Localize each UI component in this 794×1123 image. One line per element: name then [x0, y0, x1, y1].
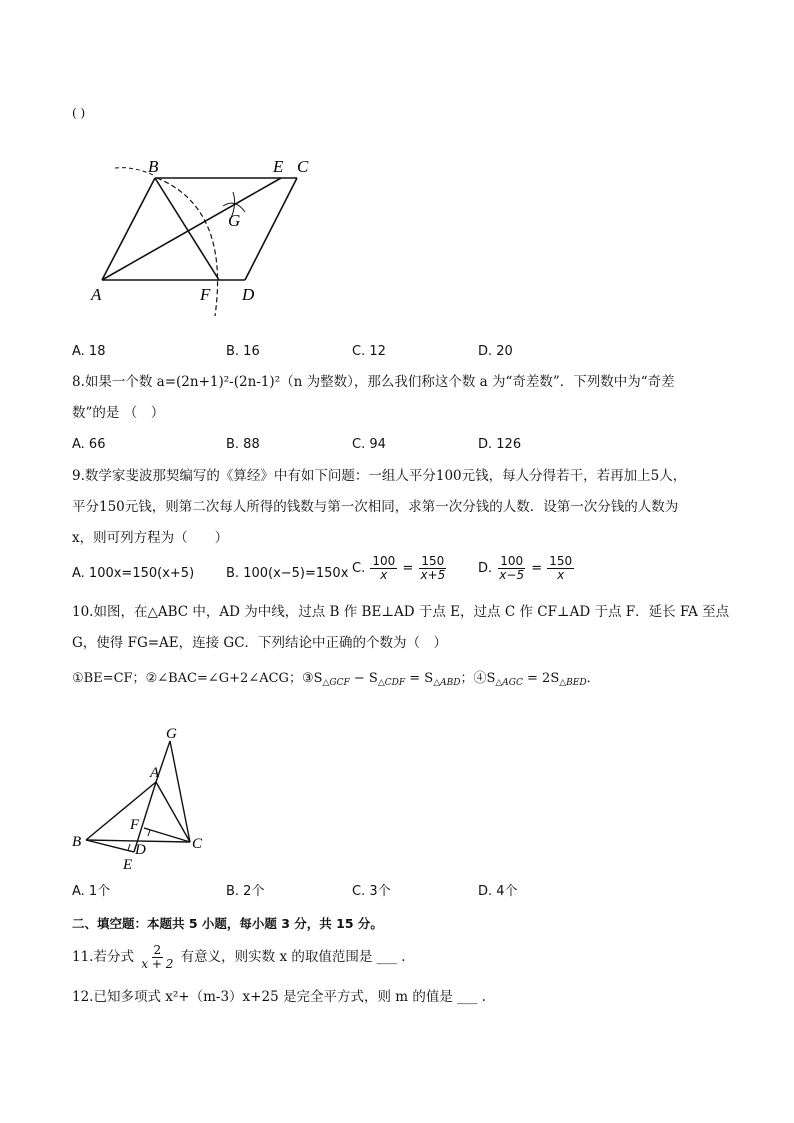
q9-option-d-letter: D. [478, 561, 497, 576]
frac-numerator: 100 [372, 554, 396, 568]
q7-option-a[interactable]: A. 18 [72, 344, 106, 359]
q10-statement-3: $③S_{\triangle GCF} - S_{\triangle CDF} = S_{\triangle ABD}$； [301, 671, 474, 688]
equals-sign: = [531, 561, 543, 576]
q7-option-b[interactable]: B. 16 [226, 344, 260, 359]
q10-figure [68, 725, 228, 875]
frac-numerator: 2 [153, 943, 162, 957]
segment-bf [155, 178, 219, 280]
label-e: E [273, 157, 284, 176]
q8-option-a[interactable]: A. 66 [72, 437, 106, 452]
frac-denominator: x + 2 [141, 957, 174, 971]
q9-option-c-frac2 [418, 555, 447, 582]
q11-prefix: 11.若分式 [72, 949, 134, 965]
frac-denominator: x [557, 568, 565, 582]
q8-option-b[interactable]: B. 88 [226, 437, 260, 452]
frac-denominator: x+5 [420, 568, 446, 582]
segment-gc [170, 741, 190, 842]
q10-line1: 10.如图，在△ABC 中，AD 为中线，过点 B 作 BE⊥AD 于点 E，过点 C 作 CF⊥AD 于点 F．延长 FA 至点 [72, 604, 730, 620]
label-a: A [91, 285, 102, 304]
q12: 12.已知多项式 x²+（m-3）x+25 是完全平方式，则 m 的值是 ___ . [72, 989, 486, 1005]
q9-option-c-letter: C. [352, 561, 370, 576]
q10-option-b[interactable]: B. 2个 [226, 884, 265, 899]
label-a: A [150, 765, 160, 781]
q9-line2: 平分150元钱，则第二次每人所得的钱数与第一次相同，求第一次分钱的人数．设第一次分钱的人数为 [72, 499, 679, 515]
frac-denominator: x [380, 568, 388, 582]
q10-statements [72, 670, 600, 692]
segment-be [86, 840, 134, 852]
q8-option-c[interactable]: C. 94 [352, 437, 386, 452]
q8-line2: 数”的是 （ ） [72, 405, 165, 421]
frac-denominator: x−5 [499, 568, 525, 582]
segment-ba [86, 782, 156, 840]
label-f: F [130, 817, 140, 833]
q11-fraction [139, 944, 175, 971]
label-f: F [200, 285, 211, 304]
q9-option-d-frac1 [497, 555, 526, 582]
label-g: G [228, 211, 241, 230]
q11 [72, 942, 406, 972]
label-g: G [166, 726, 177, 742]
frac-numerator: 100 [500, 554, 524, 568]
section-2-title: 二、填空题：本题共 5 小题，每小题 3 分，共 15 分。 [72, 916, 383, 931]
q8-line1: 8.如果一个数 a=(2n+1)²-(2n-1)²（n 为整数），那么我们称这个数 a 为“奇差数”．下列数中为“奇差 [72, 374, 675, 390]
label-d: D [135, 842, 146, 858]
q9-line1: 9.数学家斐波那契编写的《算经》中有如下问题：一组人平分100元钱，每人分得若干，若再加上5人， [72, 468, 687, 484]
q7-stem-tail: ( ) [72, 106, 86, 120]
q11-suffix: 有意义，则实数 x 的取值范围是 ___ . [180, 949, 406, 965]
label-c: C [297, 157, 309, 176]
label-e: E [123, 857, 133, 873]
q9-option-c[interactable] [352, 555, 448, 582]
q10-option-a[interactable]: A. 1个 [72, 884, 111, 899]
label-b: B [72, 834, 82, 850]
q9-option-d-frac2 [547, 555, 574, 582]
right-angle-e [128, 844, 134, 852]
q10-option-d[interactable]: D. 4个 [478, 884, 518, 899]
q7-option-c[interactable]: C. 12 [352, 344, 386, 359]
label-c: C [192, 836, 203, 852]
q9-option-d[interactable] [478, 555, 575, 582]
q9-option-b-letter: B. [226, 566, 244, 581]
q10-statement-2: ②∠BAC=∠G+2∠ACG； [145, 671, 302, 686]
right-angle-f [144, 828, 150, 836]
q10-statement-1: ①BE=CF； [72, 671, 146, 686]
q10-statement-4: $④S_{\triangle AGC} = 2S_{\triangle BED}$． [473, 671, 600, 688]
label-b: B [148, 157, 159, 176]
q10-line2: G，使得 FG=AE，连接 GC．下列结论中正确的个数为（ ） [72, 635, 448, 651]
q9-option-b[interactable] [226, 565, 348, 583]
q9-option-b-equation: 100(x−5)=150x [243, 566, 349, 581]
q9-option-c-frac1 [370, 555, 397, 582]
q8-option-d[interactable]: D. 126 [478, 437, 522, 452]
q7-option-d[interactable]: D. 20 [478, 344, 513, 359]
frac-numerator: 150 [549, 554, 573, 568]
label-d: D [242, 285, 255, 304]
q10-option-c[interactable]: C. 3个 [352, 884, 391, 899]
q9-option-a[interactable]: A. 100x=150(x+5) [72, 566, 195, 581]
frac-numerator: 150 [421, 554, 445, 568]
equals-sign: = [402, 561, 414, 576]
q9-line3: x，则可列方程为（ ） [72, 530, 229, 546]
q7-figure [85, 148, 345, 318]
